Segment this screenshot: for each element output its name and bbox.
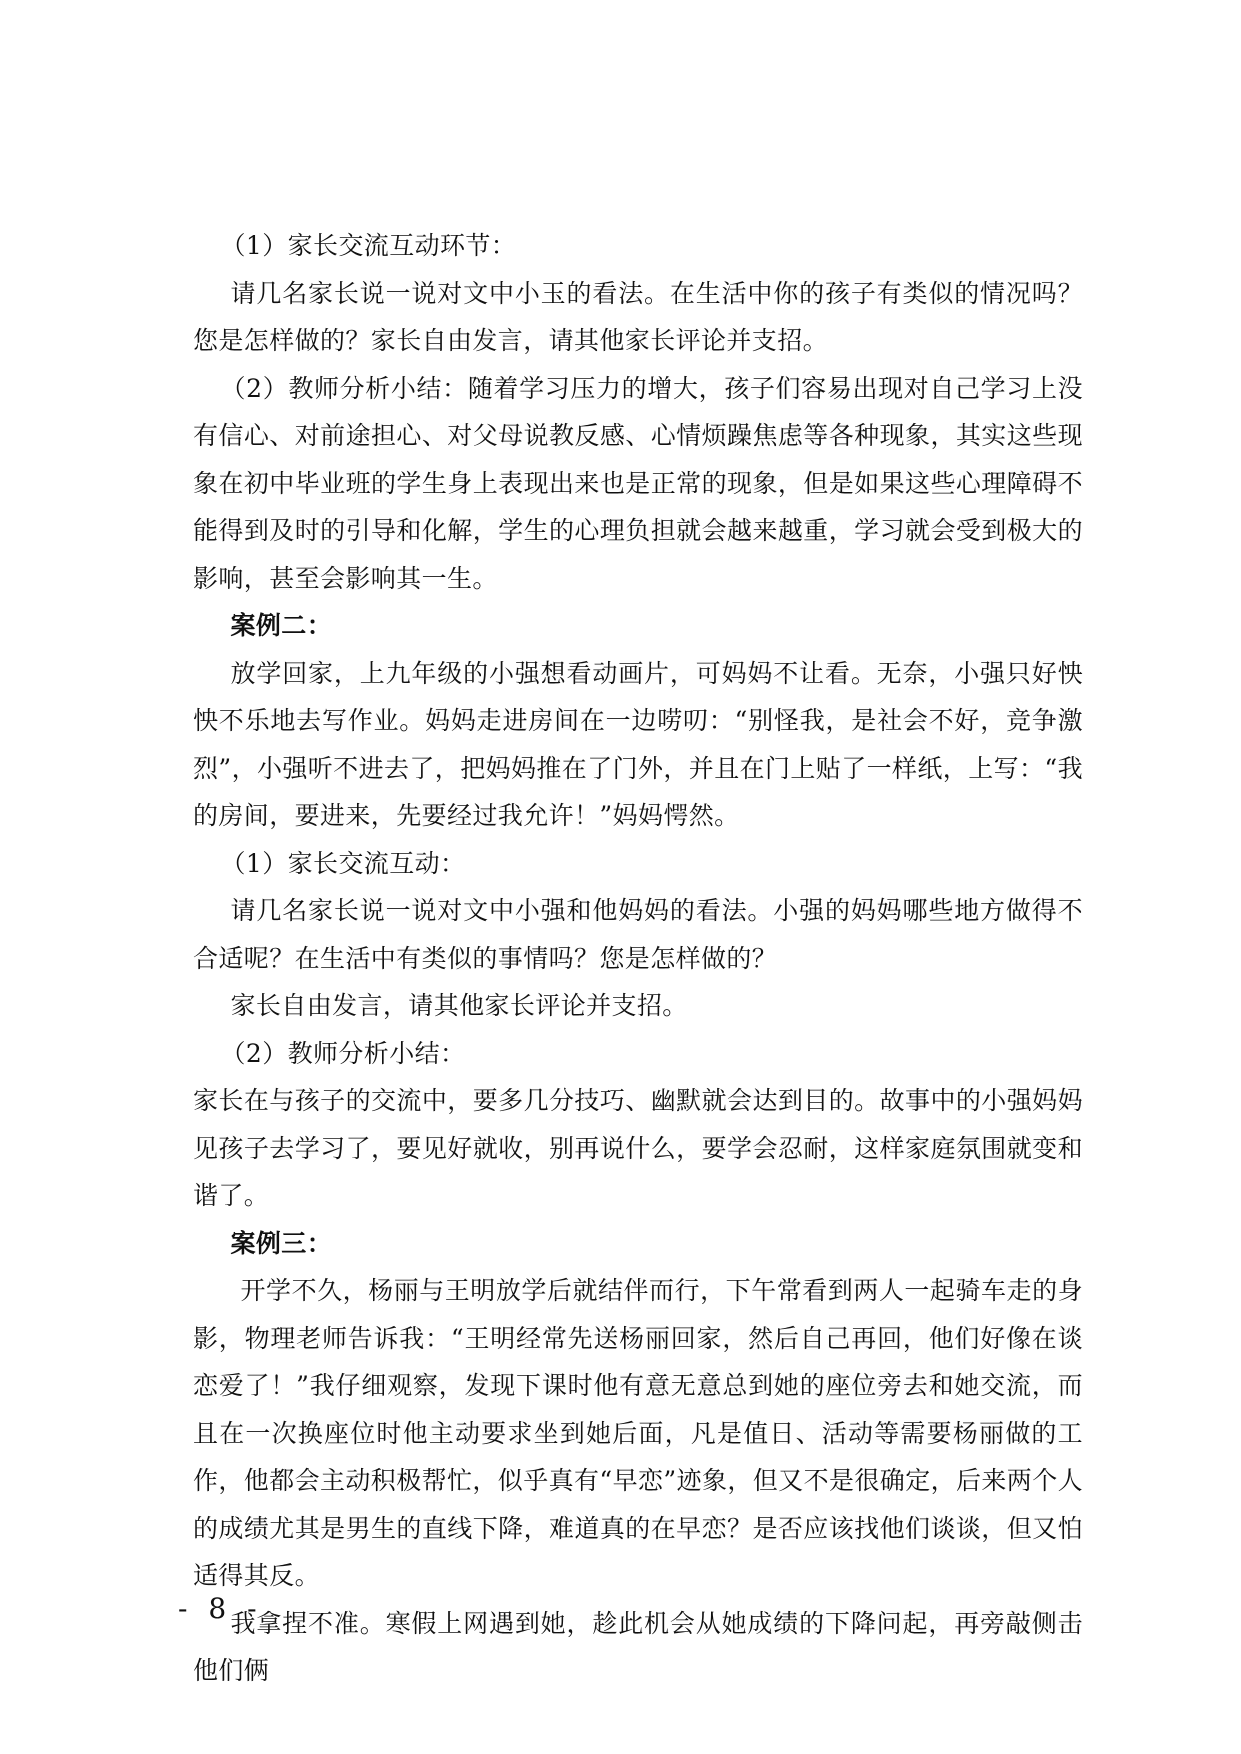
page-number: - 8 - <box>178 1592 263 1625</box>
paragraph-teacher-summary-2-title: （2）教师分析小结： <box>220 1038 466 1068</box>
heading-case-two: 案例二： <box>230 611 333 640</box>
paragraph-case3-story: 开学不久，杨丽与王明放学后就结伴而行，下午常看到两人一起骑车走的身影，物理老师告诉我：“王明经常先送杨丽回家，然后自己再回，他们好像在谈恋爱了！”我仔细观察，发现下课时他有意无意总到她的座位旁去和她交流，而且在一次换座位时他主动要求坐到她后面，凡是值日、活动等需要杨丽做的工作，他都会主动积极帮忙，似乎真有“早恋”迹象，但又不是很确定，后来两个人的成绩尤其是男生的直线下降，难道真的在早恋？是否应该找他们谈谈，但又怕适得其反。 <box>193 1276 1083 1590</box>
paragraph-teacher-summary-1: （2）教师分析小结：随着学习压力的增大，孩子们容易出现对自己学习上没有信心、对前途担心、对父母说教反感、心情烦躁焦虑等各种现象，其实这些现象在初中毕业班的学生身上表现出来也是正常的现象，但是如果这些心理障碍不能得到及时的引导和化解，学生的心理负担就会越来越重，学习就会受到极大的影响，甚至会影响其一生。 <box>193 373 1083 593</box>
document-body <box>193 222 1083 1695</box>
paragraph-case2-question: 请几名家长说一说对文中小强和他妈妈的看法。小强的妈妈哪些地方做得不合适呢？在生活中有类似的事情吗？您是怎样做的？ <box>193 896 1083 973</box>
paragraph-case1-question: 请几名家长说一说对文中小玉的看法。在生活中你的孩子有类似的情况吗？您是怎样做的？家长自由发言，请其他家长评论并支招。 <box>193 278 1083 355</box>
paragraph-case3-continued: 我拿捏不准。寒假上网遇到她，趁此机会从她成绩的下降问起，再旁敲侧击他们俩 <box>193 1608 1083 1685</box>
heading-case-three: 案例三： <box>230 1228 333 1258</box>
paragraph-teacher-summary-2: 家长在与孩子的交流中，要多几分技巧、幽默就会达到目的。故事中的小强妈妈见孩子去学习了，要见好就收，别再说什么，要学会忍耐，这样家庭氛围就变和谐了。 <box>193 1086 1083 1210</box>
paragraph-case2-story: 放学回家，上九年级的小强想看动画片，可妈妈不让看。无奈，小强只好怏怏不乐地去写作业。妈妈走进房间在一边唠叨：“别怪我，是社会不好，竞争激烈”，小强听不进去了，把妈妈推在了门外，并且在门上贴了一样纸，上写：“我的房间，要进来，先要经过我允许！”妈妈愕然。 <box>193 658 1083 830</box>
paragraph-parent-interaction-2: （1）家长交流互动： <box>220 848 466 878</box>
paragraph-parent-interaction-1: （1）家长交流互动环节： <box>220 231 517 260</box>
paragraph-free-speech: 家长自由发言，请其他家长评论并支招。 <box>230 991 688 1020</box>
